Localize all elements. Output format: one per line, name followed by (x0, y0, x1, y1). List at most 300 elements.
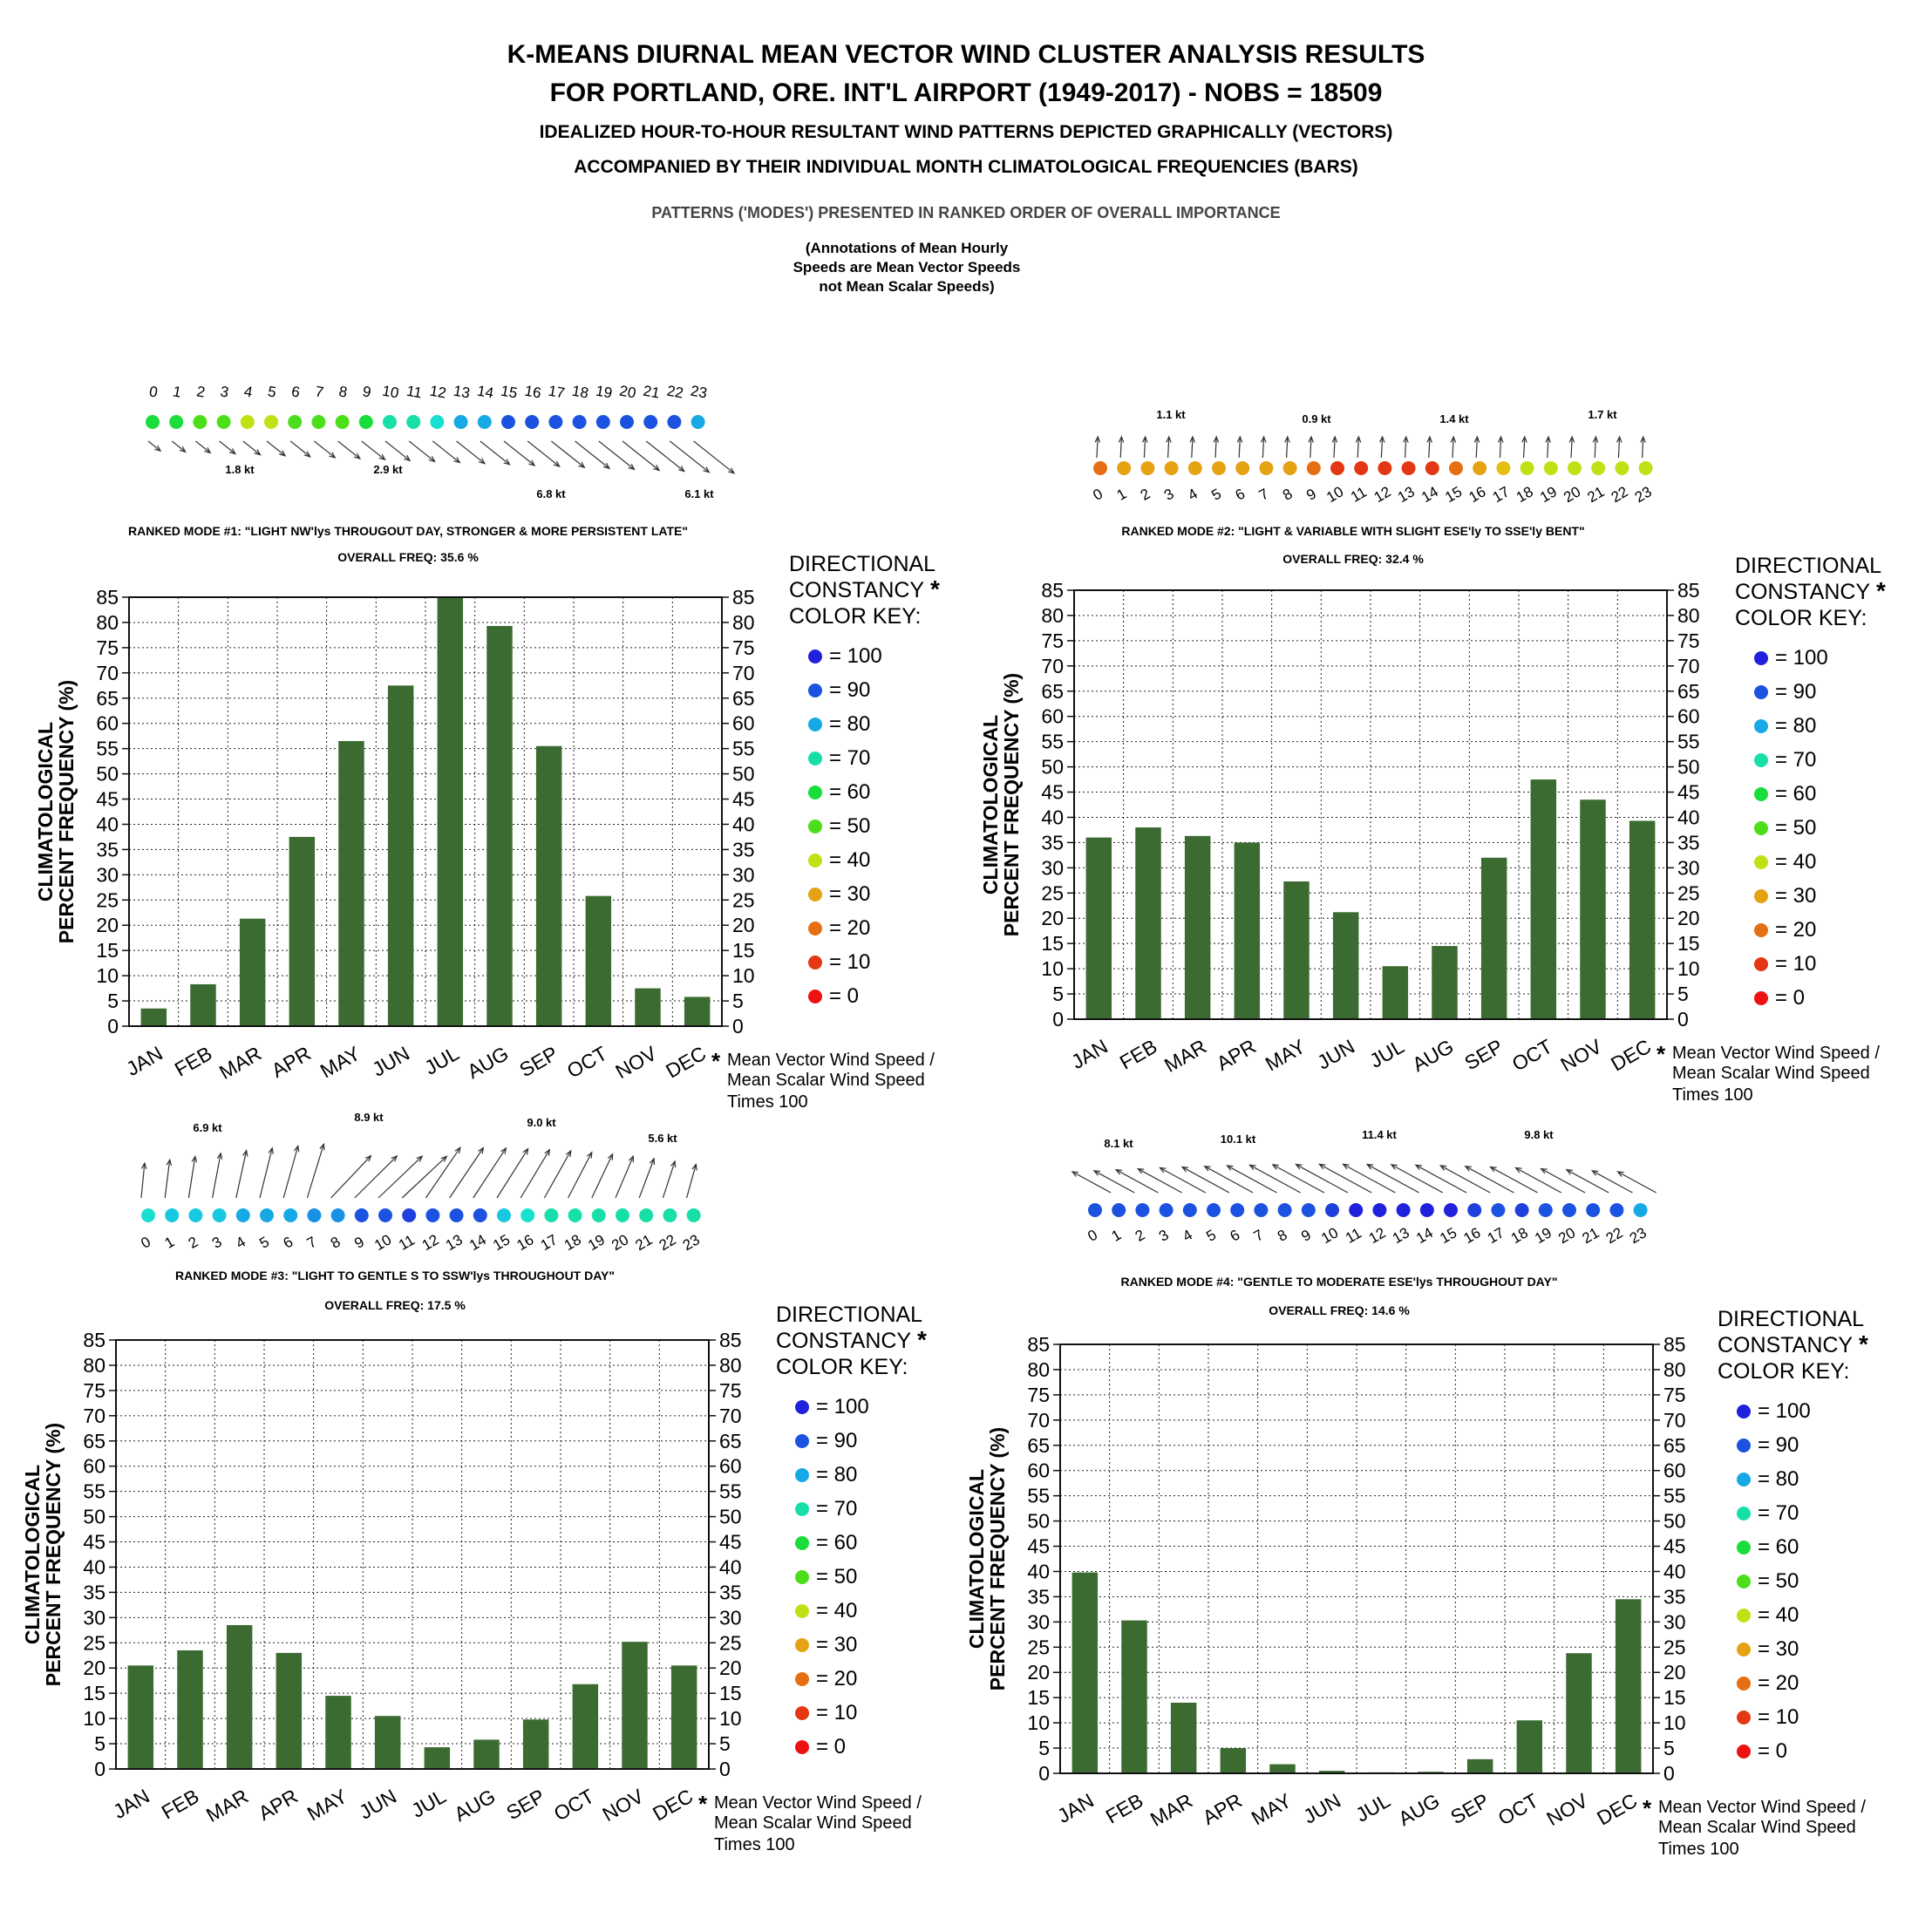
key-entry-label: = 10 (1758, 1705, 1799, 1729)
key-entry-label: = 100 (816, 1395, 869, 1418)
key-entry-label: = 80 (1758, 1467, 1799, 1491)
mode-panel-2 (979, 408, 1886, 1105)
y-tick-label-left: 80 (1041, 603, 1064, 627)
y-tick-label-left: 20 (83, 1656, 105, 1680)
wind-vector (639, 1159, 654, 1198)
wind-vector (195, 441, 210, 452)
y-tick-label-left: 5 (107, 990, 119, 1013)
y-tick-label-right: 50 (1663, 1509, 1686, 1533)
x-tick-label: JUL (420, 1041, 463, 1079)
y-tick-label-right: 20 (732, 914, 755, 937)
bar-jul (1383, 966, 1408, 1019)
wind-vector (1273, 1165, 1324, 1193)
key-color-dot (795, 1468, 809, 1482)
y-tick-label-left: 65 (1041, 679, 1064, 703)
hour-label: 22 (656, 1231, 679, 1255)
y-tick-label-right: 10 (719, 1707, 742, 1731)
wind-vector (362, 441, 385, 459)
hour-dot (687, 1208, 701, 1222)
key-entry-label: = 30 (1758, 1637, 1799, 1661)
hour-label: 9 (351, 1233, 367, 1252)
key-title-line: COLOR KEY: (776, 1355, 908, 1379)
wind-vector (1182, 1167, 1229, 1193)
speed-label: 9.8 kt (1524, 1128, 1554, 1141)
hour-dot (1259, 461, 1273, 475)
y-tick-label-left: 15 (1041, 932, 1064, 956)
footnote-line-3: Times 100 (1658, 1840, 1739, 1859)
wind-vector (236, 1151, 247, 1198)
y-tick-label-right: 20 (719, 1656, 742, 1680)
y-tick-label-left: 35 (1041, 831, 1064, 854)
x-tick-label: AUG (450, 1784, 500, 1827)
wind-vector (1334, 437, 1335, 458)
hour-label: 16 (1466, 483, 1489, 507)
hour-dot (1397, 1203, 1411, 1217)
hour-dot (573, 415, 587, 429)
key-title-line: CONSTANCY (1718, 1333, 1854, 1357)
y-tick-label-left: 70 (1041, 654, 1064, 677)
speed-label: 1.1 kt (1156, 408, 1186, 421)
key-title-line: DIRECTIONAL (1735, 554, 1882, 578)
bar-sep (536, 746, 561, 1026)
y-tick-label-right: 20 (1677, 907, 1700, 930)
x-tick-label: DEC (1593, 1788, 1642, 1830)
hour-label: 17 (547, 382, 567, 402)
hour-label: 18 (570, 382, 590, 402)
key-color-dot (795, 1570, 809, 1584)
y-tick-label-right: 75 (1663, 1383, 1686, 1406)
bar-aug (486, 626, 512, 1026)
y-tick-label-left: 65 (1027, 1433, 1050, 1457)
y-tick-label-left: 0 (1052, 1008, 1064, 1031)
hour-dot (520, 1208, 534, 1222)
bar-may (325, 1696, 350, 1769)
wind-vector (1072, 1172, 1111, 1193)
hour-dot (236, 1208, 250, 1222)
key-color-dot (1737, 1677, 1751, 1690)
hour-label: 15 (1437, 1224, 1460, 1248)
y-tick-label-left: 55 (83, 1480, 105, 1503)
y-tick-label-right: 15 (732, 939, 755, 963)
wind-vector (1205, 1167, 1254, 1193)
hour-label: 10 (1318, 1224, 1342, 1248)
hour-dot (616, 1208, 629, 1222)
hour-dot (544, 1208, 558, 1222)
hour-dot (165, 1208, 179, 1222)
hour-dot (450, 1208, 464, 1222)
x-tick-label: JAN (109, 1784, 153, 1824)
x-tick-label: APR (1198, 1788, 1246, 1829)
speed-label: 1.7 kt (1588, 408, 1617, 421)
hour-label: 20 (1561, 483, 1584, 507)
bar-jun (1333, 912, 1358, 1019)
subtitle-line-1: IDEALIZED HOUR-TO-HOUR RESULTANT WIND PATTERNS DEPICTED GRAPHICALLY (VECTORS) (539, 122, 1393, 142)
y-tick-label-right: 75 (719, 1378, 742, 1402)
wind-vector (1215, 437, 1216, 458)
hour-dot (1520, 461, 1534, 475)
y-tick-label-left: 55 (1041, 730, 1064, 753)
y-tick-label-right: 35 (719, 1581, 742, 1604)
key-entry-label: = 60 (1775, 782, 1817, 806)
y-tick-label-right: 70 (719, 1404, 742, 1427)
y-tick-label-right: 80 (1663, 1357, 1686, 1381)
hour-dot (497, 1208, 511, 1222)
y-tick-label-right: 70 (1663, 1408, 1686, 1432)
y-tick-label-left: 50 (83, 1505, 105, 1528)
hour-label: 19 (1537, 483, 1560, 507)
wind-vector (1571, 437, 1572, 458)
y-axis-label-2: PERCENT FREQUENCY (%) (55, 679, 78, 944)
key-entry-label: = 10 (829, 950, 871, 974)
wind-vector (1160, 1168, 1206, 1193)
hour-label: 16 (523, 382, 543, 402)
wind-vector (592, 1154, 613, 1198)
y-tick-label-right: 60 (1663, 1459, 1686, 1482)
y-tick-label-right: 0 (1677, 1008, 1689, 1031)
y-tick-label-right: 80 (719, 1353, 742, 1377)
hour-dot (1634, 1203, 1648, 1217)
y-tick-label-left: 60 (96, 711, 119, 735)
hour-dot (311, 415, 325, 429)
bar-aug (1432, 946, 1457, 1019)
hour-dot (146, 415, 160, 429)
bar-sep (1481, 858, 1507, 1019)
y-tick-label-right: 55 (1663, 1484, 1686, 1507)
hour-label: 3 (1160, 485, 1177, 504)
hour-label: 7 (1250, 1226, 1267, 1245)
y-tick-label-right: 40 (1677, 806, 1700, 829)
key-entry-label: = 10 (816, 1701, 858, 1725)
wind-vector (1120, 437, 1121, 458)
y-tick-label-right: 70 (1677, 654, 1700, 677)
bar-apr (276, 1653, 302, 1769)
hour-dot (663, 1208, 677, 1222)
key-title-line: DIRECTIONAL (789, 552, 936, 576)
hour-label: 0 (147, 383, 160, 401)
key-entry-label: = 80 (829, 712, 871, 736)
x-tick-label: MAR (214, 1041, 266, 1084)
x-tick-label: OCT (1507, 1034, 1556, 1076)
hour-label: 21 (642, 382, 662, 402)
key-color-dot (1754, 855, 1768, 869)
overall-freq: OVERALL FREQ: 35.6 % (337, 550, 479, 564)
wind-vector (1367, 1165, 1419, 1193)
y-tick-label-right: 70 (732, 661, 755, 684)
footnote-star: * (711, 1048, 721, 1074)
hour-dot (501, 415, 515, 429)
hour-label: 22 (1608, 483, 1631, 507)
key-color-dot (1754, 719, 1768, 733)
hour-label: 7 (1255, 485, 1272, 504)
key-entry-label: = 10 (1775, 952, 1817, 976)
y-tick-label-right: 65 (719, 1429, 742, 1452)
x-tick-label: OCT (1493, 1788, 1542, 1830)
hour-label: 2 (185, 1233, 201, 1252)
key-entry-label: = 60 (1758, 1535, 1799, 1559)
bar-sep (523, 1719, 548, 1769)
y-tick-label-left: 80 (83, 1353, 105, 1377)
key-entry-label: = 40 (1758, 1603, 1799, 1627)
hour-dot (1591, 461, 1605, 475)
footnote-line-3: Times 100 (714, 1835, 795, 1854)
key-entry-label: = 40 (816, 1599, 858, 1622)
footnote-line-3: Times 100 (727, 1092, 808, 1112)
x-tick-label: APR (267, 1041, 315, 1082)
x-tick-label: OCT (549, 1784, 598, 1826)
x-tick-label: JUN (355, 1784, 401, 1824)
y-tick-label-right: 35 (1677, 831, 1700, 854)
bar-nov (1580, 799, 1605, 1019)
overall-freq: OVERALL FREQ: 17.5 % (324, 1298, 466, 1312)
hour-label: 15 (490, 1231, 514, 1255)
y-tick-label-right: 45 (719, 1530, 742, 1554)
y-tick-label-right: 25 (719, 1631, 742, 1655)
y-tick-label-left: 70 (1027, 1408, 1050, 1432)
hour-label: 16 (1460, 1224, 1484, 1248)
hour-dot (1283, 461, 1297, 475)
hour-dot (1165, 461, 1179, 475)
hour-dot (639, 1208, 653, 1222)
key-title-line: COLOR KEY: (789, 604, 922, 629)
y-tick-label-right: 25 (1677, 881, 1700, 905)
key-color-dot (1754, 685, 1768, 699)
hour-label: 21 (1584, 483, 1608, 507)
hour-dot (1425, 461, 1439, 475)
y-tick-label-right: 40 (1663, 1560, 1686, 1583)
speed-label: 9.0 kt (527, 1116, 556, 1129)
y-tick-label-right: 15 (1677, 932, 1700, 956)
y-tick-label-right: 25 (1663, 1636, 1686, 1659)
key-entry-label: = 90 (1775, 680, 1817, 704)
hour-dot (643, 415, 657, 429)
wind-vector (385, 441, 410, 460)
y-tick-label-left: 75 (1041, 629, 1064, 652)
wind-vector (260, 1148, 272, 1198)
y-tick-label-left: 65 (96, 686, 119, 710)
x-tick-label: MAY (316, 1041, 364, 1083)
key-entry-label: = 50 (816, 1565, 858, 1588)
hour-dot (1568, 461, 1582, 475)
speed-label: 1.8 kt (225, 463, 255, 476)
bar-nov (622, 1642, 647, 1769)
hour-dot (1491, 1203, 1505, 1217)
wind-vector (213, 1153, 221, 1198)
hour-dot (307, 1208, 321, 1222)
wind-vector (1567, 1170, 1609, 1193)
hour-dot (1160, 1203, 1173, 1217)
speed-label: 6.9 kt (193, 1121, 222, 1134)
bar-jun (388, 685, 413, 1026)
hour-label: 14 (466, 1231, 489, 1255)
bar-feb (190, 984, 215, 1026)
bar-mar (240, 919, 265, 1026)
subtitle-line-2: ACCOMPANIED BY THEIR INDIVIDUAL MONTH CLIMATOLOGICAL FREQUENCIES (BARS) (574, 157, 1358, 177)
bar-feb (1135, 827, 1160, 1019)
key-entry-label: = 100 (829, 644, 882, 668)
wind-vector (1381, 437, 1382, 458)
y-tick-label-right: 60 (719, 1454, 742, 1478)
y-tick-label-right: 80 (732, 610, 755, 634)
y-tick-label-left: 15 (83, 1682, 105, 1705)
key-entry-label: = 0 (1758, 1739, 1788, 1763)
x-tick-label: SEP (515, 1041, 562, 1082)
hour-dot (169, 415, 183, 429)
y-tick-label-left: 80 (96, 610, 119, 634)
y-tick-label-right: 20 (1663, 1661, 1686, 1684)
hour-label: 19 (1532, 1224, 1554, 1248)
key-color-dot (1754, 957, 1768, 971)
wind-vector (1405, 437, 1406, 458)
y-axis-label-2: PERCENT FREQUENCY (%) (1000, 672, 1023, 937)
wind-vector (687, 1164, 697, 1198)
speed-label: 0.9 kt (1302, 412, 1331, 425)
key-entry-label: = 50 (1758, 1569, 1799, 1593)
mode-title: RANKED MODE #2: "LIGHT & VARIABLE WITH SLIGHT ESE'ly TO SSE'ly BENT" (1121, 524, 1585, 538)
hour-label: 17 (1484, 1224, 1507, 1248)
hour-dot (1093, 461, 1107, 475)
key-color-dot (795, 1502, 809, 1516)
y-tick-label-left: 75 (83, 1378, 105, 1402)
hour-dot (592, 1208, 606, 1222)
key-color-dot (1737, 1575, 1751, 1588)
hour-label: 22 (1602, 1224, 1626, 1248)
wind-vector (1429, 437, 1430, 458)
figure-header (507, 40, 1425, 295)
key-title-star: * (1876, 577, 1886, 604)
wind-vector (1192, 437, 1193, 458)
hour-dot (1473, 461, 1486, 475)
hour-dot (1112, 1203, 1126, 1217)
wind-vector (220, 441, 235, 454)
hour-label: 22 (665, 382, 685, 402)
y-tick-label-left: 10 (96, 964, 119, 988)
x-tick-label: JAN (122, 1041, 167, 1081)
wind-vector (307, 1144, 323, 1198)
wind-vector (1440, 1166, 1490, 1193)
hour-label: 4 (233, 1233, 248, 1252)
wind-vector-head (545, 1150, 550, 1156)
wind-vector (1094, 1171, 1134, 1193)
wind-vector (1250, 1165, 1301, 1193)
hour-dot (1330, 461, 1344, 475)
hour-label: 12 (418, 1231, 442, 1255)
hour-label: 18 (1507, 1224, 1531, 1248)
y-tick-label-left: 10 (1027, 1711, 1050, 1735)
hour-label: 8 (337, 383, 349, 401)
wind-vector (1310, 437, 1311, 458)
hour-dot (1562, 1203, 1576, 1217)
mode-panels (21, 383, 1886, 1859)
key-entry-label: = 60 (829, 780, 871, 804)
bar-oct (573, 1684, 598, 1769)
y-tick-label-left: 50 (96, 762, 119, 786)
hour-dot (1378, 461, 1391, 475)
hour-dot (1449, 461, 1463, 475)
x-tick-label: DEC (1607, 1034, 1656, 1076)
x-tick-label: FEB (157, 1784, 203, 1824)
wind-vector (283, 1146, 298, 1198)
x-tick-label: AUG (463, 1041, 513, 1084)
hour-label: 15 (499, 382, 519, 402)
wind-vector (243, 441, 261, 455)
bar-jul (438, 597, 463, 1026)
key-entry-label: = 50 (829, 814, 871, 838)
x-tick-label: MAR (201, 1784, 253, 1827)
y-tick-label-right: 55 (1677, 730, 1700, 753)
y-tick-label-right: 25 (732, 888, 755, 912)
wind-vector (338, 441, 360, 459)
key-entry-label: = 30 (1775, 884, 1817, 908)
hour-dot (355, 1208, 369, 1222)
hour-label: 1 (171, 383, 183, 401)
hour-label: 10 (371, 1231, 395, 1255)
key-title-star: * (917, 1326, 927, 1353)
wind-vector (663, 1161, 675, 1198)
y-tick-label-left: 70 (96, 661, 119, 684)
bar-jan (141, 1009, 167, 1026)
bar-jan (1072, 1573, 1098, 1773)
y-tick-label-left: 75 (96, 636, 119, 659)
hour-dot (331, 1208, 345, 1222)
hour-dot (548, 415, 562, 429)
speed-label: 1.4 kt (1439, 412, 1469, 425)
hour-label: 1 (1108, 1226, 1125, 1245)
hour-dot (260, 1208, 274, 1222)
x-tick-label: FEB (170, 1041, 216, 1081)
hour-dot (1372, 1203, 1386, 1217)
y-tick-label-left: 25 (1027, 1636, 1050, 1659)
x-tick-label: MAR (1146, 1788, 1197, 1831)
y-tick-label-right: 45 (1663, 1534, 1686, 1558)
key-color-dot (795, 1706, 809, 1720)
y-tick-label-left: 40 (83, 1555, 105, 1579)
footnote-star: * (1656, 1041, 1666, 1067)
bar-may (1283, 881, 1309, 1019)
y-axis-label-2: PERCENT FREQUENCY (%) (42, 1422, 65, 1687)
speed-label: 5.6 kt (648, 1132, 677, 1145)
key-color-dot (808, 786, 822, 799)
hour-label: 12 (1371, 483, 1394, 507)
hour-label: 19 (594, 382, 614, 402)
x-tick-label: JUN (368, 1041, 414, 1081)
hour-dot (141, 1208, 155, 1222)
key-entry-label: = 20 (1758, 1671, 1799, 1695)
wind-vector (1344, 1164, 1396, 1193)
hour-label: 0 (1090, 485, 1106, 504)
key-color-dot (1737, 1609, 1751, 1622)
wind-vector (670, 441, 709, 473)
y-tick-label-right: 40 (732, 813, 755, 836)
wind-vector (1296, 1165, 1348, 1193)
wind-vector (1287, 437, 1288, 458)
key-entry-label: = 0 (1775, 986, 1806, 1010)
hour-dot (620, 415, 634, 429)
key-entry-label: = 40 (1775, 850, 1817, 874)
key-color-dot (808, 820, 822, 833)
hour-label: 5 (1208, 485, 1225, 504)
key-color-dot (1737, 1643, 1751, 1656)
wind-vector (1476, 437, 1477, 458)
hour-label: 10 (380, 382, 400, 402)
hour-dot (193, 415, 207, 429)
hour-dot (1235, 461, 1249, 475)
key-title-line: COLOR KEY: (1735, 606, 1867, 630)
key-entry-label: = 20 (816, 1667, 858, 1690)
hour-label: 13 (452, 382, 472, 402)
hour-label: 6 (1227, 1226, 1243, 1245)
y-tick-label-left: 55 (96, 737, 119, 760)
key-color-dot (808, 922, 822, 935)
